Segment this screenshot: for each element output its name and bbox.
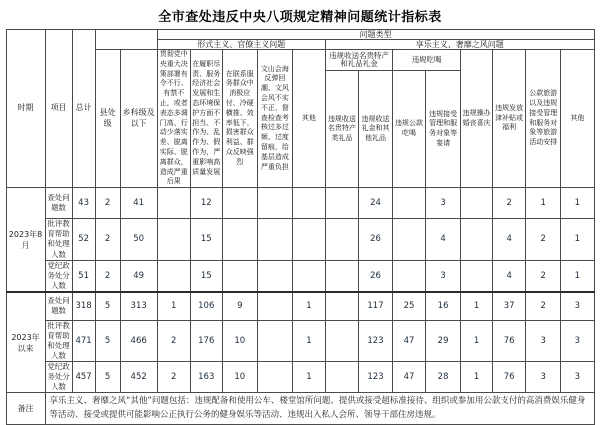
column-header-county-level: 县处级 — [95, 50, 120, 188]
column-header-hedonism-5: 违规操办婚丧喜庆 — [461, 50, 493, 188]
value-cell — [325, 260, 358, 292]
table-body — [6, 188, 594, 393]
column-header-formalism-4: 文山会海反弹回潮、文风会风不实不正、督查检查考核过多过频、过度留痕，给基层造成严重负担 — [257, 50, 292, 188]
value-cell: 2 — [526, 260, 561, 292]
column-header-formalism-other: 其他 — [292, 50, 325, 188]
table-row — [6, 292, 594, 320]
column-header-formalism-1: 贯彻党中央重大决策部署有令不行、有禁不止，或者表态多调门高、行动少落实差、脱离实际、脱离群众，造成严重后果 — [157, 50, 190, 188]
value-cell: 28 — [426, 362, 461, 393]
value-cell: 9 — [222, 292, 257, 320]
value-cell: 47 — [393, 362, 426, 393]
column-header-formalism-3: 在联系服务群众中消极应付、冷硬横推、效率低下，损害群众利益、群众反映强烈 — [222, 50, 257, 188]
value-cell: 29 — [426, 320, 461, 362]
value-cell: 37 — [493, 292, 526, 320]
value-cell: 3 — [561, 362, 594, 393]
value-cell: 2 — [157, 320, 190, 362]
value-cell: 76 — [493, 320, 526, 362]
value-cell: 2 — [493, 188, 526, 219]
value-cell: 1 — [561, 188, 594, 219]
item-label: 党纪政务处分人数 — [45, 362, 72, 393]
value-cell — [325, 188, 358, 219]
value-cell — [292, 219, 325, 261]
column-header-hedonism-4: 违规接受管理和服务对象等宴请 — [426, 71, 461, 188]
value-cell: 5 — [95, 362, 120, 393]
column-group-hedonism: 享乐主义、奢靡之风问题 — [325, 40, 594, 50]
item-label: 批评教育帮助和处理人数 — [45, 219, 72, 261]
column-header-total: 总计 — [72, 30, 95, 188]
value-cell — [461, 188, 493, 219]
table-row — [6, 362, 594, 393]
value-cell: 3 — [561, 320, 594, 362]
value-cell: 1 — [561, 219, 594, 261]
value-cell: 1 — [292, 320, 325, 362]
value-cell: 471 — [72, 320, 95, 362]
column-group-problem-type: 问题类型 — [157, 30, 594, 40]
value-cell: 25 — [393, 292, 426, 320]
value-cell: 3 — [561, 292, 594, 320]
value-cell — [461, 260, 493, 292]
item-label: 党纪政务处分人数 — [45, 260, 72, 292]
value-cell — [325, 320, 358, 362]
value-cell — [257, 292, 292, 320]
column-group-gifts: 违规收送名贵特产和礼品礼金 — [325, 50, 392, 71]
value-cell: 4 — [493, 260, 526, 292]
value-cell: 123 — [358, 320, 392, 362]
value-cell: 50 — [120, 219, 157, 261]
value-cell: 176 — [190, 320, 222, 362]
period-label: 2023年以来 — [6, 292, 45, 393]
remarks-text: 享乐主义、奢靡之风“其他”问题包括：违规配备和使用公车、楼堂馆所问题、提供或接受超标准接待、组织或参加用公款支付的高消费娱乐健身等活动、接受或提供可能影响公正执行公务的健身娱乐等活动、违规出入私人会所、领导干部住房违规。 — [45, 393, 594, 424]
value-cell: 2 — [95, 219, 120, 261]
value-cell — [393, 188, 426, 219]
value-cell — [222, 188, 257, 219]
value-cell — [393, 260, 426, 292]
column-header-hedonism-other: 其他 — [561, 50, 594, 188]
value-cell: 1 — [526, 188, 561, 219]
value-cell — [257, 362, 292, 393]
value-cell — [222, 260, 257, 292]
table-row — [6, 219, 594, 261]
value-cell: 43 — [72, 188, 95, 219]
value-cell: 26 — [358, 219, 392, 261]
value-cell: 41 — [120, 188, 157, 219]
value-cell: 15 — [190, 219, 222, 261]
value-cell: 3 — [426, 188, 461, 219]
value-cell: 52 — [72, 219, 95, 261]
value-cell: 49 — [120, 260, 157, 292]
page-title: 全市查处违反中央八项规定精神问题统计指标表 — [158, 10, 442, 25]
value-cell — [461, 219, 493, 261]
value-cell — [257, 188, 292, 219]
value-cell: 466 — [120, 320, 157, 362]
period-label: 2023年8月 — [6, 188, 45, 292]
remarks-label: 备注 — [6, 393, 45, 424]
value-cell: 1 — [561, 260, 594, 292]
column-header-hedonism-6: 违规发放津补贴或福利 — [493, 50, 526, 188]
value-cell: 2 — [157, 362, 190, 393]
value-cell: 47 — [393, 320, 426, 362]
column-header-township-level: 乡科级及以下 — [120, 50, 157, 188]
empty-header-cell — [95, 30, 157, 50]
column-header-hedonism-2: 违规收送礼金和其他礼品 — [358, 71, 392, 188]
value-cell — [157, 260, 190, 292]
column-header-period: 时期 — [6, 30, 45, 188]
value-cell — [393, 219, 426, 261]
value-cell: 10 — [222, 320, 257, 362]
value-cell — [325, 362, 358, 393]
value-cell: 1 — [292, 362, 325, 393]
value-cell: 106 — [190, 292, 222, 320]
statistics-table — [6, 29, 595, 425]
item-label: 批评教育帮助和处理人数 — [45, 320, 72, 362]
value-cell: 76 — [493, 362, 526, 393]
remarks-row — [6, 393, 594, 424]
value-cell: 1 — [157, 292, 190, 320]
value-cell: 5 — [95, 292, 120, 320]
value-cell — [325, 219, 358, 261]
value-cell: 2 — [526, 219, 561, 261]
value-cell: 51 — [72, 260, 95, 292]
value-cell: 457 — [72, 362, 95, 393]
item-label: 查处问题数 — [45, 292, 72, 320]
column-group-eat-drink: 违规吃喝 — [393, 50, 461, 71]
table-row — [6, 188, 594, 219]
value-cell: 16 — [426, 292, 461, 320]
value-cell: 12 — [190, 188, 222, 219]
value-cell: 452 — [120, 362, 157, 393]
value-cell — [292, 188, 325, 219]
column-header-hedonism-3: 违规公款吃喝 — [393, 71, 426, 188]
value-cell: 3 — [526, 320, 561, 362]
value-cell: 117 — [358, 292, 392, 320]
value-cell: 24 — [358, 188, 392, 219]
value-cell: 2 — [526, 292, 561, 320]
value-cell: 10 — [222, 362, 257, 393]
table-row — [6, 320, 594, 362]
value-cell: 1 — [461, 362, 493, 393]
value-cell — [257, 320, 292, 362]
value-cell — [257, 260, 292, 292]
table-footer — [6, 393, 594, 424]
value-cell: 318 — [72, 292, 95, 320]
value-cell — [292, 260, 325, 292]
value-cell: 26 — [358, 260, 392, 292]
value-cell — [157, 188, 190, 219]
value-cell — [157, 219, 190, 261]
value-cell — [325, 292, 358, 320]
value-cell: 1 — [292, 292, 325, 320]
value-cell — [257, 219, 292, 261]
column-header-hedonism-7: 公款旅游以及违规接受管理和服务对象等旅游活动安排 — [526, 50, 561, 188]
column-group-formalism: 形式主义、官僚主义问题 — [157, 40, 325, 50]
column-header-formalism-2: 在履职尽责、服务经济社会发展和生态环境保护方面不担当、不作为、乱作为、假作为，严重影响高质量发展 — [190, 50, 222, 188]
value-cell: 2 — [95, 260, 120, 292]
value-cell: 313 — [120, 292, 157, 320]
value-cell: 2 — [95, 188, 120, 219]
value-cell: 1 — [461, 292, 493, 320]
column-header-item: 项目 — [45, 30, 72, 188]
value-cell: 5 — [95, 320, 120, 362]
value-cell: 3 — [426, 260, 461, 292]
value-cell: 4 — [426, 219, 461, 261]
column-header-hedonism-1: 违规收送名贵特产类礼品 — [325, 71, 358, 188]
value-cell: 3 — [526, 362, 561, 393]
value-cell: 4 — [493, 219, 526, 261]
value-cell: 163 — [190, 362, 222, 393]
value-cell: 1 — [461, 320, 493, 362]
table-row — [6, 260, 594, 292]
item-label: 查处问题数 — [45, 188, 72, 219]
value-cell: 15 — [190, 260, 222, 292]
value-cell — [222, 219, 257, 261]
value-cell: 123 — [358, 362, 392, 393]
